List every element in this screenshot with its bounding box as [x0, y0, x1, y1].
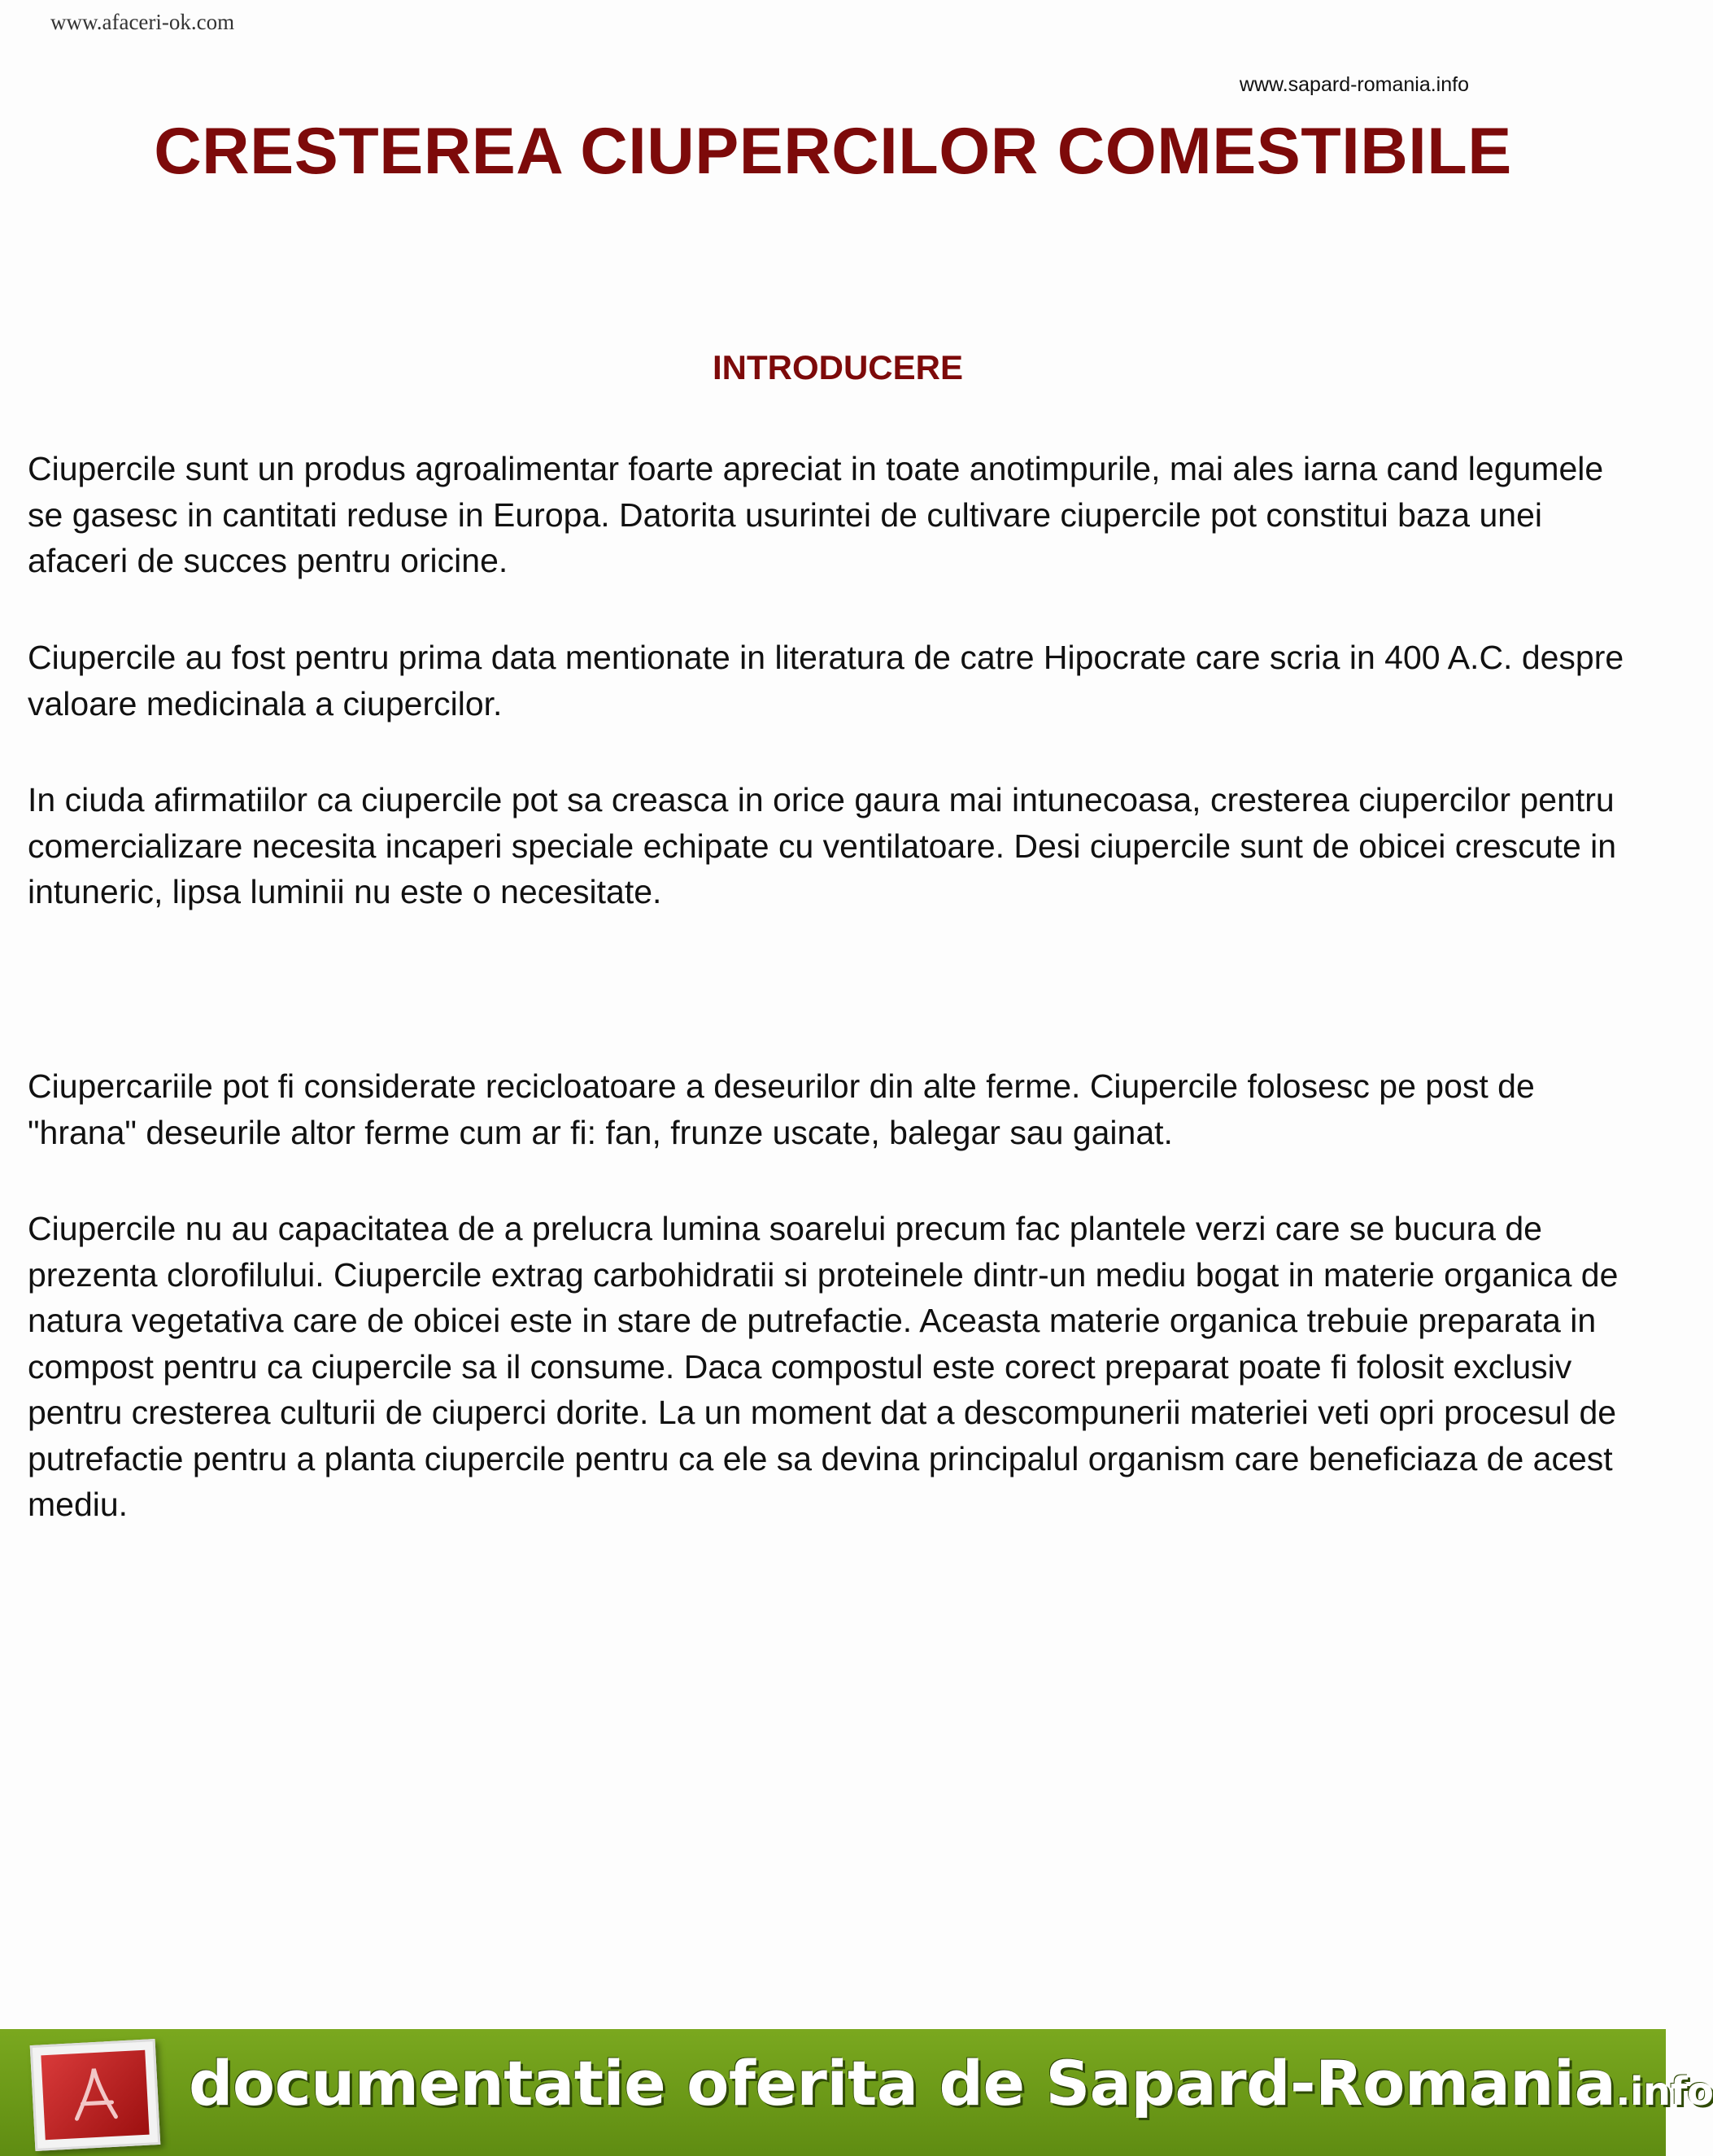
- header-url-afaceri[interactable]: www.afaceri-ok.com: [50, 10, 235, 34]
- pdf-icon: [30, 2039, 161, 2151]
- paragraph-5: Ciupercile nu au capacitatea de a prelucra lumina soarelui precum fac plantele verzi care se bucura de prezenta clorofilului. Ciupercile extrag carbohidratii si proteinele dintr-un mediu bogat in materie organica de natura vegetativa care de obicei este in stare de putrefactie. Aceasta materie organica trebuie preparata in compost pentru ca ciupercile sa il consume. Daca compostul este corect preparat poate fi folosit exclusiv pentru cresterea culturii de ciuperci dorite. La un moment dat a descompunerii materiei veti opri procesul de putrefactie pentru a planta ciupercile pentru ca ele sa devina principalul organism care beneficiaza de acest mediu.: [28, 1210, 1619, 1523]
- footer-banner-text: [189, 2047, 1713, 2119]
- paragraph-4: Ciupercariile pot fi considerate recicloatoare a deseurilor din alte ferme. Ciupercile folosesc pe post de "hrana" deseurile altor ferme cum ar fi: fan, frunze uscate, balegar sau gainat.: [28, 1067, 1535, 1151]
- paragraph-2: Ciupercile au fost pentru prima data mentionate in literatura de catre Hipocrate care scria in 400 A.C. despre valoare medicinala a ciupercilor.: [28, 639, 1624, 722]
- section-heading-introducere: INTRODUCERE: [712, 348, 963, 386]
- paragraph-3: In ciuda afirmatiilor ca ciupercile pot sa creasca in orice gaura mai intunecoasa, cresterea ciupercilor pentru comercializare necesita incaperi speciale echipate cu ventilatoare. Desi ciupercile sunt de obicei crescute in intuneric, lipsa luminii nu este o necesitate.: [28, 781, 1617, 910]
- paragraph-1: Ciupercile sunt un produs agroalimentar foarte apreciat in toate anotimpurile, mai ales iarna cand legumele se gasesc in cantitati reduse in Europa. Datorita usurintei de cultivare ciupercile pot constitui baza unei afaceri de succes pentru oricine.: [28, 450, 1604, 579]
- footer-banner-main: documentatie oferita de Sapard-Romania: [189, 2047, 1616, 2119]
- header-url-sapard[interactable]: www.sapard-romania.info: [1239, 73, 1469, 96]
- footer-banner[interactable]: [0, 2029, 1713, 2156]
- document-title: CRESTEREA CIUPERCILOR COMESTIBILE: [154, 115, 1512, 188]
- footer-banner-suffix: .info: [1615, 2069, 1713, 2115]
